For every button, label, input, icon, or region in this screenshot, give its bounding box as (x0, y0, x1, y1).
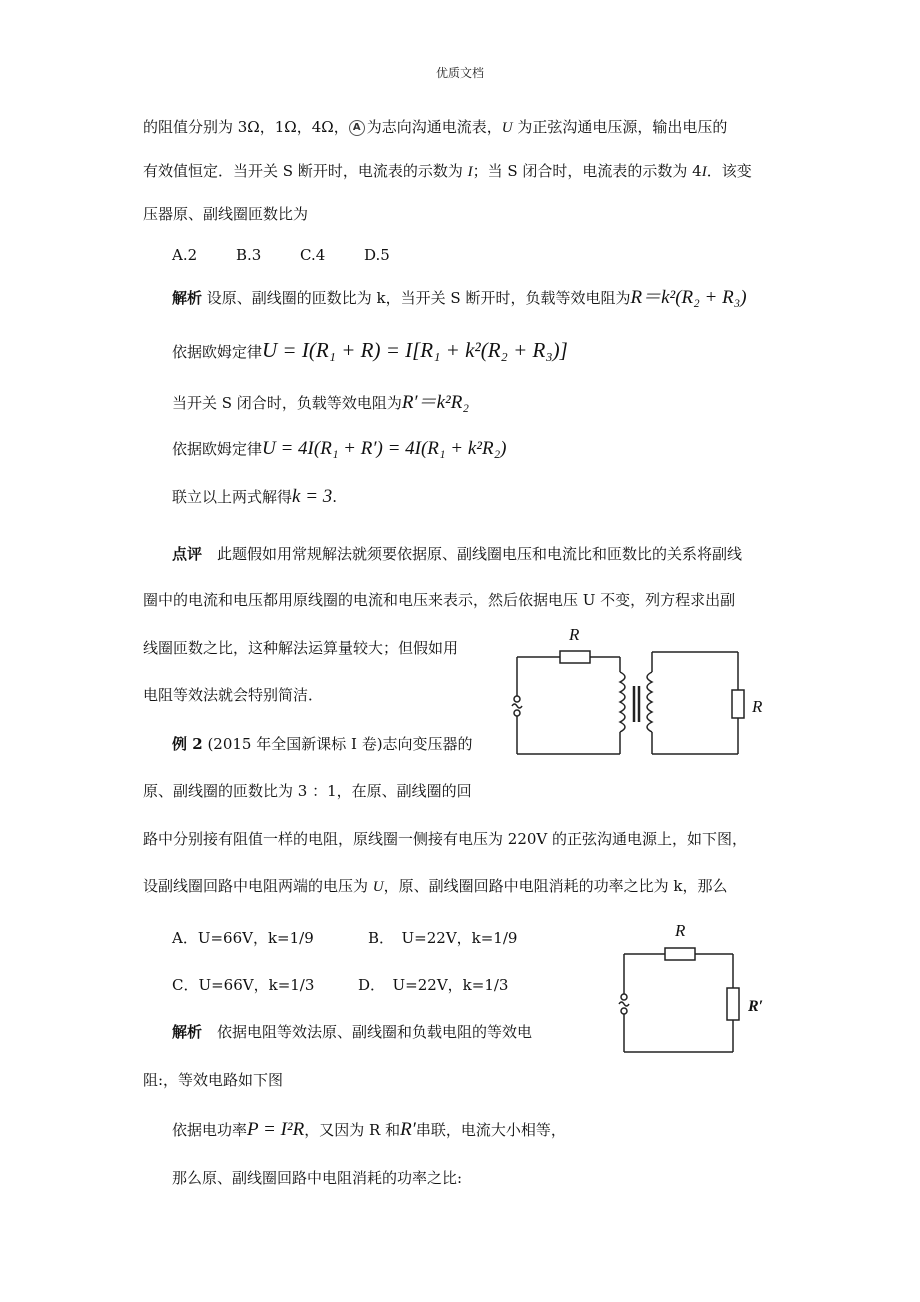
fig2-label-r-top: R (675, 921, 686, 940)
sol2-line2: 阻:，等效电路如下图 (143, 1071, 284, 1089)
review-line2: 圈中的电流和电压都用原线圈的电流和电压来表示，然后依据电压 U 不变，列方程求出副 (143, 591, 736, 609)
ex2-option-d: D． U=22V，k=1/3 (358, 976, 509, 994)
sol1-line1: 解析 设原、副线圈的匝数比为 k，当开关 S 断开时，负载等效电阻为R＝k²(R₂ + R₃) (172, 287, 747, 308)
p1-line1: 的阻值分别为 3Ω，1Ω，4Ω， A 为志向沟通电流表，U 为正弦沟通电压源，输出电压的 (143, 118, 728, 136)
sol2-line1: 解析 依据电阻等效法原、副线圈和负载电阻的等效电 (172, 1023, 533, 1041)
equation: R＝k²(R₂ + R₃) (630, 287, 747, 308)
fig1-label-r-top: R (569, 625, 580, 644)
equation: U = 4I(R₁ + R′) = 4I(R₁ + k²R₂) (262, 438, 507, 459)
option-c: C.4 (300, 246, 326, 264)
sol1-line4: 依据欧姆定律U = 4I(R₁ + R′) = 4I(R₁ + k²R₂) (172, 438, 507, 459)
sol2-line3: 依据电功率P = I²R，又因为 R 和R′串联，电流大小相等， (172, 1119, 566, 1140)
p1-line2: 有效值恒定．当开关 S 断开时，电流表的示数为 I；当 S 闭合时，电流表的示数为 4I．该变 (143, 162, 752, 180)
option-b: B.3 (236, 246, 262, 264)
ex2-line3: 路中分别接有阻值一样的电阻，原线圈一侧接有电压为 220V 的正弦沟通电源上，如下图， (143, 830, 748, 848)
ex2-option-a: A．U=66V，k=1/9 (172, 929, 314, 947)
review-line1: 点评 此题假如用常规解法就须要依据原、副线圈电压和电流比和匝数比的关系将副线 (172, 545, 743, 563)
sol1-line3: 当开关 S 闭合时，负载等效电阻为R′＝k²R₂ (172, 392, 469, 413)
equation: P = I²R (247, 1119, 305, 1140)
equation: k = 3 (292, 486, 333, 507)
ex2-line4: 设副线圈回路中电阻两端的电压为 U，原、副线圈回路中电阻消耗的功率之比为 k，那么 (143, 877, 728, 895)
transformer-circuit-figure (500, 620, 790, 760)
p1-line3: 压器原、副线圈匝数比为 (143, 205, 309, 223)
ex2-line2: 原、副线圈的匝数比为 3 ：1，在原、副线圈的回 (143, 782, 472, 800)
fig2-label-r-prime: R′ (748, 998, 764, 1015)
ex2-option-b: B． U=22V，k=1/9 (368, 929, 518, 947)
equation: R′ (400, 1119, 416, 1140)
review-line4: 电阻等效法就会特别简洁． (143, 686, 324, 704)
review-label: 点评 (172, 545, 203, 563)
sol2-line4: 那么原、副线圈回路中电阻消耗的功率之比: (172, 1169, 463, 1187)
ex2-option-c: C．U=66V，k=1/3 (172, 976, 315, 994)
ammeter-icon: A (349, 120, 365, 136)
option-d: D.5 (364, 246, 390, 264)
fig1-label-r-right: R (752, 697, 763, 716)
page-header: 优质文档 (435, 66, 484, 80)
solution-label: 解析 (172, 289, 203, 307)
sol1-line2: 依据欧姆定律U = I(R₁ + R) = I[R₁ + k²(R₂ + R₃)] (172, 338, 568, 362)
sol1-line5: 联立以上两式解得k = 3. (172, 486, 338, 507)
equivalent-circuit-figure (605, 918, 780, 1058)
example-label: 例 2 (172, 735, 203, 753)
equation: U = I(R₁ + R) = I[R₁ + k²(R₂ + R₃)] (262, 338, 568, 362)
ex2-line1: 例 2 (2015 年全国新课标 I 卷)志向变压器的 (172, 735, 473, 753)
option-a: A.2 (172, 246, 198, 264)
solution-label: 解析 (172, 1023, 203, 1041)
review-line3: 线圈匝数之比，这种解法运算量较大；但假如用 (143, 639, 459, 657)
equation: R′＝k²R₂ (401, 392, 469, 413)
